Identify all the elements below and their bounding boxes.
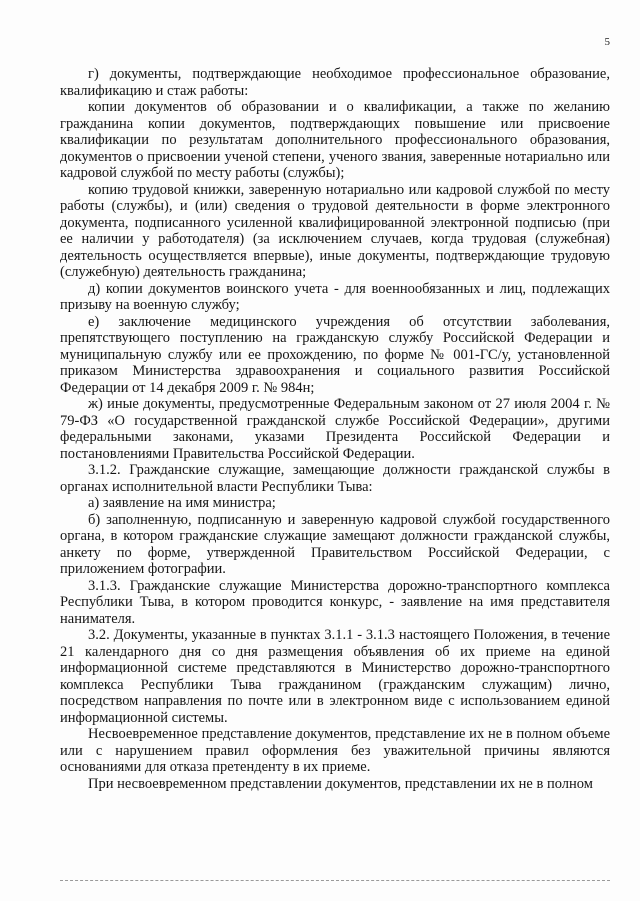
paragraph: копию трудовой книжки, заверенную нотариально или кадровой службой по месту работы (службы), и (или) сведения о трудовой деятельности в форме электронного документа, подписанного усиленной квалифицированной электронной подписью (при ее наличии у работодателя) (за исключением случаев, когда трудовая (служебная) деятельность осуществляется впервые), иные документы, подтверждающие трудовую (служебную) деятельность гражданина;	[60, 181, 610, 280]
page-number: 5	[604, 36, 610, 48]
document-body	[60, 66, 610, 792]
paragraph: Несвоевременное представление документов, представление их не в полном объеме или с нарушением правил оформления без уважительной причины являются основаниями для отказа претенденту в их приеме.	[60, 726, 610, 775]
paragraph: 3.1.3. Гражданские служащие Министерства дорожно-транспортного комплекса Республики Тыва, в котором проводится конкурс, - заявление на имя представителя нанимателя.	[60, 577, 610, 627]
paragraph: копии документов об образовании и о квалификации, а также по желанию гражданина копии документов, подтверждающих повышение или присвоение квалификации по результатам дополнительного профессионального образования, документов о присвоении ученой степени, ученого звания, заверенные нотариально или кадровой службой по месту работы (службы);	[60, 99, 610, 181]
paragraph: е) заключение медицинского учреждения об отсутствии заболевания, препятствующего поступлению на гражданскую службу Российской Федерации и муниципальную службу или ее прохождению, по форме № 001-ГС/у, установленной приказом Министерства здравоохранения и социального развития Российской Федерации от 14 декабря 2009 г. № 984н;	[60, 313, 610, 396]
paragraph: а) заявление на имя министра;	[88, 495, 276, 511]
paragraph: 3.2. Документы, указанные в пунктах 3.1.1 - 3.1.3 настоящего Положения, в течение 21 календарного дня со дня размещения объявления об их приеме на единой информационной системе представляются в Министерство дорожно-транспортного комплекса Республики Тыва гражданином (гражданским служащим) лично, посредством направления по почте или в электронном виде с использованием единой информационной системы.	[60, 627, 610, 726]
paragraph: г) документы, подтверждающие необходимое профессиональное образование, квалификацию и стаж работы:	[60, 66, 610, 99]
paragraph: ж) иные документы, предусмотренные Федеральным законом от 27 июля 2004 г. № 79-ФЗ «О государственной гражданской службе Российской Федерации», другими федеральными законами, указами Президента Российской Федерации и постановлениями Правительства Российской Федерации.	[60, 396, 610, 462]
paragraph: При несвоевременном представлении документов, представлении их не в полном	[88, 775, 593, 792]
paragraph: 3.1.2. Гражданские служащие, замещающие должности гражданской службы в органах исполнительной власти Республики Тыва:	[60, 462, 610, 495]
paragraph: д) копии документов воинского учета - для военнообязанных и лиц, подлежащих призыву на военную службу;	[60, 280, 610, 313]
scan-edge-line	[60, 880, 610, 881]
paragraph: б) заполненную, подписанную и заверенную кадровой службой государственного органа, в котором гражданские служащие замещают должности гражданской службы, анкету по форме, утвержденной Правительством Российской Федерации, с приложением фотографии.	[60, 511, 610, 577]
